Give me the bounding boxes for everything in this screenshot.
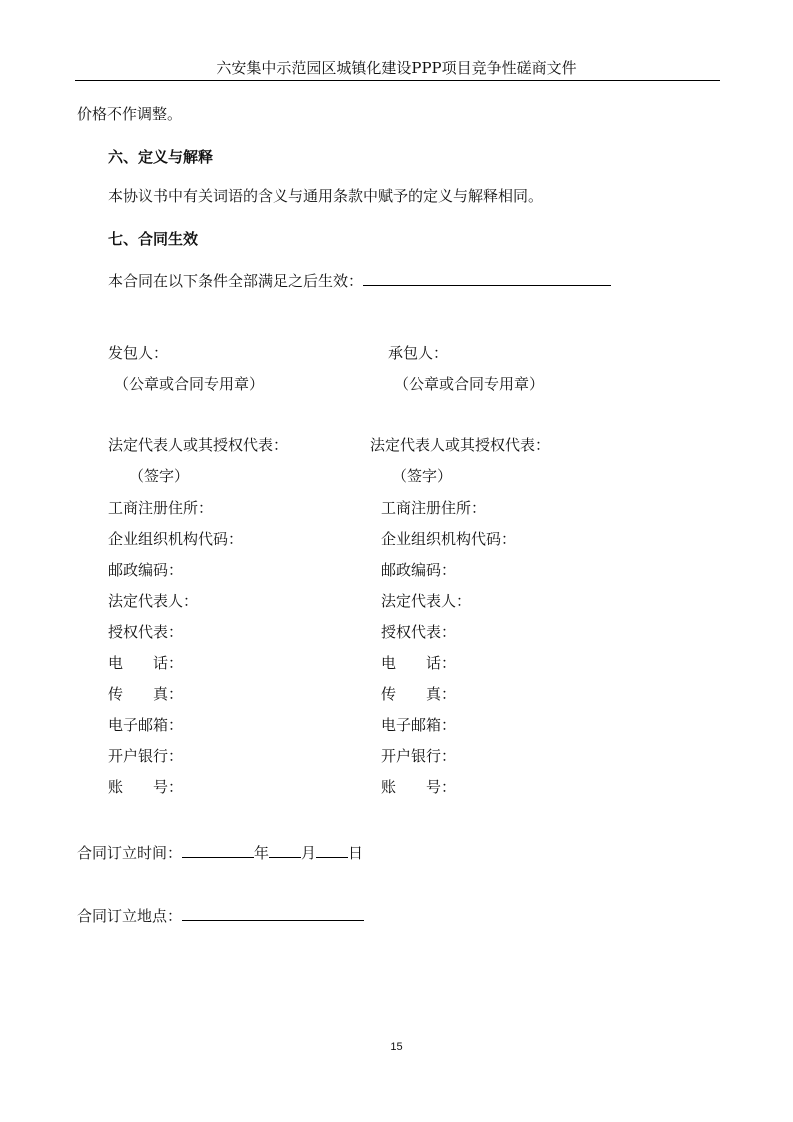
party-a-address: 工商注册住所：: [108, 499, 214, 517]
party-a-sign: （签字）: [129, 467, 190, 485]
party-a-postcode: 邮政编码：: [108, 561, 184, 579]
party-a-phone: 电 话：: [108, 654, 184, 672]
party-b-bank: 开户银行：: [381, 747, 457, 765]
signing-place-line: [77, 903, 364, 926]
party-a-bank: 开户银行：: [108, 747, 184, 765]
party-b-rep: 法定代表人或其授权代表：: [370, 436, 551, 454]
section6-text: 本协议书中有关词语的含义与通用条款中赋予的定义与解释相同。: [108, 187, 544, 205]
party-b-label: 承包人：: [388, 344, 449, 362]
party-a-legal-rep: 法定代表人：: [108, 592, 199, 610]
party-b-account: 账 号：: [381, 778, 457, 796]
signing-place-label: 合同订立地点：: [77, 907, 183, 925]
party-b-postcode: 邮政编码：: [381, 561, 457, 579]
party-b-address: 工商注册住所：: [381, 499, 487, 517]
party-a-account: 账 号：: [108, 778, 184, 796]
signing-year-blank[interactable]: [182, 840, 254, 858]
signing-month-blank[interactable]: [269, 840, 301, 858]
signing-place-blank[interactable]: [182, 903, 364, 921]
party-a-auth-rep: 授权代表：: [108, 623, 184, 641]
party-b-fax: 传 真：: [381, 685, 457, 703]
party-b-sign: （签字）: [392, 467, 453, 485]
party-b-legal-rep: 法定代表人：: [381, 592, 472, 610]
page-header-title: 六安集中示范园区城镇化建设PPP项目竞争性磋商文件: [216, 59, 577, 77]
party-b-org-code: 企业组织机构代码：: [381, 530, 517, 548]
page-number: 15: [390, 1041, 403, 1053]
party-b-seal: （公章或合同专用章）: [394, 375, 545, 393]
party-b-auth-rep: 授权代表：: [381, 623, 457, 641]
signing-year-label: 年: [254, 844, 270, 862]
party-a-seal: （公章或合同专用章）: [114, 375, 265, 393]
signing-time-label: 合同订立时间：: [77, 844, 183, 862]
party-a-label: 发包人：: [108, 344, 169, 362]
section7-text: [108, 268, 611, 291]
party-a-rep: 法定代表人或其授权代表：: [108, 436, 289, 454]
party-b-email: 电子邮箱：: [381, 716, 457, 734]
party-a-email: 电子邮箱：: [108, 716, 184, 734]
section7-heading: 七、合同生效: [108, 230, 199, 248]
signing-day-label: 日: [348, 844, 364, 862]
section6-heading: 六、定义与解释: [108, 148, 214, 166]
signing-day-blank[interactable]: [316, 840, 348, 858]
effect-conditions-blank[interactable]: [363, 268, 611, 286]
section7-text-label: 本合同在以下条件全部满足之后生效：: [108, 272, 364, 290]
party-a-fax: 传 真：: [108, 685, 184, 703]
header-rule: [75, 80, 720, 81]
price-note: 价格不作调整。: [77, 105, 183, 123]
signing-time-line: [77, 840, 363, 863]
signing-month-label: 月: [301, 844, 317, 862]
party-b-phone: 电 话：: [381, 654, 457, 672]
party-a-org-code: 企业组织机构代码：: [108, 530, 244, 548]
